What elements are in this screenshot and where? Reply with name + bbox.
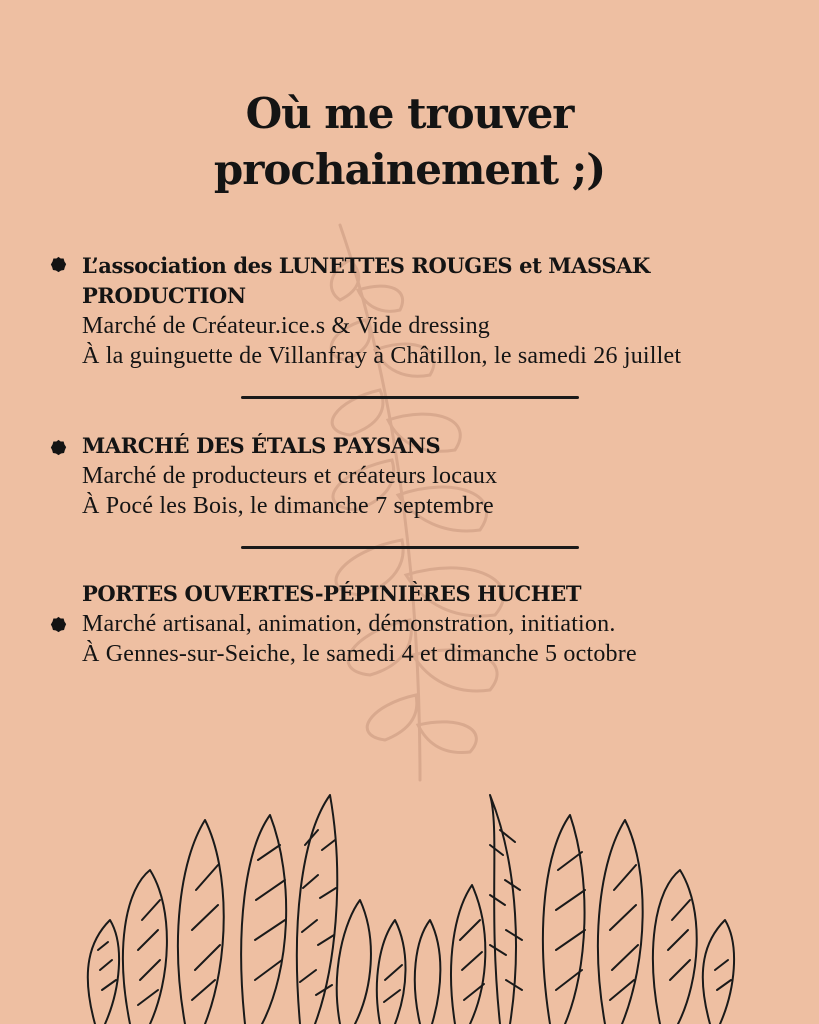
- event-location-date: À Pocé les Bois, le dimanche 7 septembre: [82, 493, 494, 519]
- event-marche-etals-paysans: [82, 431, 802, 521]
- divider: [241, 546, 579, 549]
- bullet-icon: [50, 439, 67, 456]
- title-line-2: prochainement ;): [213, 145, 606, 194]
- event-description: Marché de producteurs et créateurs locaux: [82, 463, 498, 489]
- divider: [241, 396, 579, 399]
- event-name: PORTES OUVERTES-PÉPINIÈRES HUCHET: [82, 581, 582, 606]
- plants-illustration-icon: [0, 770, 819, 1024]
- event-lunettes-rouges: [82, 251, 802, 371]
- event-description: Marché de Créateur.ice.s & Vide dressing: [82, 313, 490, 339]
- bullet-icon: [50, 616, 67, 633]
- page-title: [0, 86, 819, 198]
- event-portes-ouvertes-huchet: [82, 579, 802, 669]
- title-line-1: Où me trouver: [245, 89, 574, 138]
- event-name-line-1: L’association des LUNETTES ROUGES et MASSAK: [82, 253, 650, 278]
- bullet-icon: [50, 256, 67, 273]
- event-name: MARCHÉ DES ÉTALS PAYSANS: [82, 433, 441, 458]
- event-location-date: À Gennes-sur-Seiche, le samedi 4 et dimanche 5 octobre: [82, 641, 637, 667]
- event-location-date: À la guinguette de Villanfray à Châtillon, le samedi 26 juillet: [82, 343, 682, 369]
- event-description: Marché artisanal, animation, démonstration, initiation.: [82, 611, 616, 637]
- event-name-line-2: PRODUCTION: [82, 283, 246, 308]
